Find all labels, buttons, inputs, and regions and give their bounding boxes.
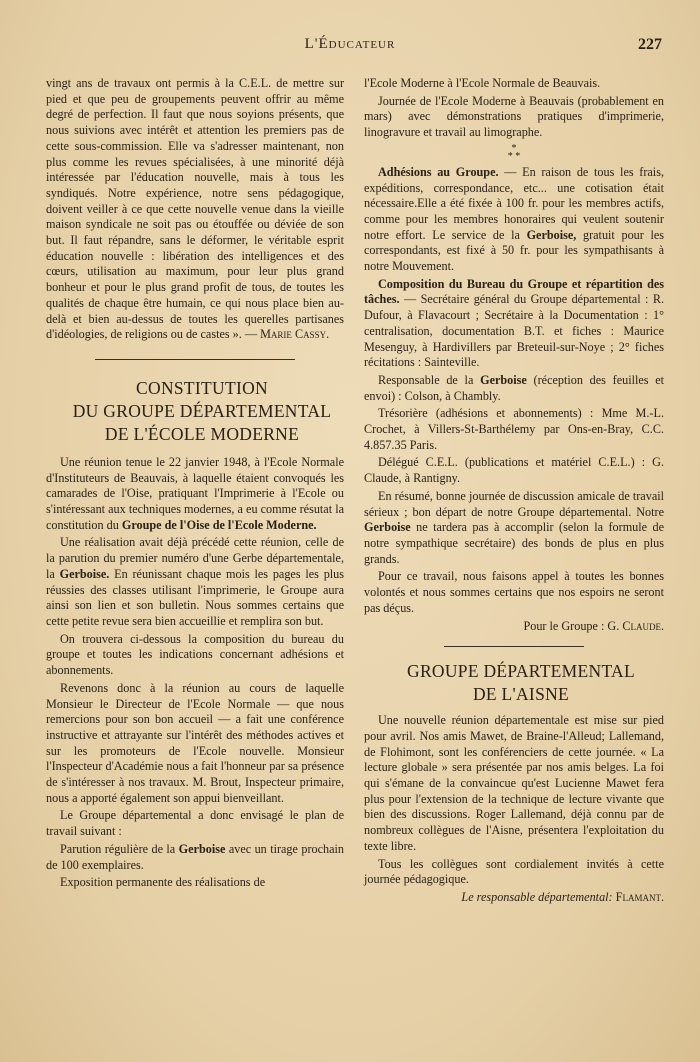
heading-line-3: DE L'ÉCOLE MODERNE [104, 423, 300, 444]
heading-line-1: GROUPE DÉPARTEMENTAL [407, 661, 635, 682]
paragraph-aisne-reunion: Une nouvelle réunion départementale est mise sur pied pour avril. Nos amis Mawet, de Braine-l'Alleud; Lallemand, de Flohimont, sont les conférenciers de cette journée. « La lecture globale » sera présentée par nos amis belges. La foi qui s'émane de la convaincue qu'est Lucienne Mawet fera plus pour l'extension de la technique de lecture vivante que bien des discussions. Roger Lallemand, déjà connu par de nombreux collègues de l'Aisne, présentera l'exploitation du texte libre. [364, 713, 664, 853]
reunion-text: Une réunion tenue le 22 janvier 1948, à l'Ecole Normale d'Instituteurs de Beauvais, à laquelle étaient convoqués les camarades de l'Oise, pratiquant l'Imprimerie à l'Ecole ou s'intéressant aux techniques modernes, a eu comme résutat la constitution du [46, 454, 344, 532]
gerboise-name: Gerboise [480, 372, 527, 387]
intro-signature: Marie Cassy. [260, 327, 330, 342]
adhesions-heading: Adhésions au Groupe. [378, 164, 499, 179]
paragraph-tresoriere: Trésorière (adhésions et abonnements) : Mme M.-L. Crochet, à Villers-St-Barthélemy par Ons-en-Bray, C.C. 4.857.35 Paris. [364, 406, 664, 452]
resume-text-b: ne tardera pas à accomplir (selon la formule de notre sympathique secrétaire) des bonds de plus en plus grands. [364, 520, 665, 566]
gerboise-name: Gerboise. [59, 566, 110, 581]
running-head [0, 36, 700, 56]
paragraph-journee: Journée de l'Ecole Moderne à Beauvais (probablement en mars) avec démonstrations pratiques d'imprimerie, linogravure et travail au limographe. [364, 93, 664, 140]
adhesions-text-b: gratuit pour les correspondants, est fixé à 50 fr. pour les sympathisants à notre Mouvement. [364, 227, 665, 274]
intro-text: vingt ans de travaux ont permis à la C.E.L. de mettre sur pied et que peu de groupements peuvent offrir au même degré de perfection. Il faut que nous soyions présents, que nous suivions avec intérêt et attention les premiers pas de cette sous-commission. Elle va s'adresser maintenant, non plus comme les revues spécialisées, à une minorité déjà intéressée par l'éducation nouvelle, mais à tous les syndiqués. Notre expérience, notre sens pédagogique, doivent veiller à ce que cette nouvelle venue dans la vieille maison syndicale ne soit pas ou étouffée ou déviée de son but. Il faut répandre, sans le déformer, le véritable esprit éducation nouvelle : libération des intelligences et des cœurs, utilisation au maximum, pour leur plus grand bonheur et pour le plus grand profit de tous, de toutes les qualités de chaque être humain, ce qui nous place bien au-delà et bien au-dessus de toutes les querelles partisanes d'idéologies, de religions ou de castes ». — [46, 76, 344, 342]
bureau-text: — Secrétaire général du Groupe départemental : R. Dufour, à Flavacourt ; Secrétaire à la Documentation : 1° centralisation, documentation B.T. et fiches : Maurice Mesenguy, à Hardivillers par Breteuil-sur-Noye ; 2° fiches récitations : Sainteville. [364, 292, 664, 370]
gerboise-name: Gerboise [364, 520, 411, 535]
paragraph-appel: Pour ce travail, nous faisons appel à toutes les bonnes volontés et nous sommes certains que nos espoirs ne seront pas déçus. [364, 569, 664, 615]
bureau-heading: Composition du Bureau du Groupe et répartition des tâches. [364, 276, 664, 307]
left-column [46, 76, 344, 891]
page-number: 227 [638, 36, 662, 53]
paragraph-bureau [364, 277, 664, 371]
signature-flamant [364, 890, 664, 906]
paragraph-plan: Le Groupe départemental a donc envisagé le plan de travail suivant : [46, 808, 344, 839]
realisation-text-a: Une réalisation avait déjà précédé cette réunion, celle de la parution du premier numéro d'une Gerbe départementale, la [46, 535, 344, 581]
signature-claude [364, 619, 664, 635]
parution-text-b: avec un tirage prochain de 100 exemplaires. [46, 841, 345, 872]
realisation-text-b: En réunissant chaque mois les pages les plus réussies des classes utilisant l'imprimerie, le Groupe aura ainsi son lien et son bulletin. Nous sommes certains que cette petite revue sera bien accueillie et remplira son but. [46, 566, 345, 628]
paragraph-exposition: Exposition permanente des réalisations de [60, 875, 266, 890]
paragraph-delegue: Délégué C.E.L. (publications et matériel C.E.L.) : G. Claude, à Rantigny. [364, 455, 664, 486]
paragraph-adhesions [364, 165, 664, 275]
paragraph-responsable [364, 373, 664, 404]
paragraph-composition: On trouvera ci-dessous la composition du bureau du groupe et toutes les indications concernant adhésions et abonnements. [46, 631, 344, 678]
section-rule [444, 646, 584, 647]
section-rule [95, 359, 295, 360]
signature-label: Pour le Groupe : [523, 618, 605, 633]
gerboise-name: Gerboise [178, 841, 226, 856]
paragraph-ecole-moderne: l'Ecole Moderne à l'Ecole Normale de Beauvais. [364, 76, 601, 90]
section-heading-aisne [364, 661, 664, 705]
adhesions-text-a: — En raison de tous les frais, expéditions, correspondance, etc... une cotisation était nécessaire.Elle a été fixée à 100 fr. pour les membres actifs, comme pour les membres honoraires qui veulent soutenir notre effort. Le service de la [364, 164, 664, 242]
journal-title: L'Éducateur [304, 36, 396, 52]
asterism: * * * [507, 142, 521, 162]
signature-name: G. Claude. [607, 618, 664, 633]
heading-line-2: DU GROUPE DÉPARTEMENTAL [72, 400, 332, 421]
heading-line-2: DE L'AISNE [472, 684, 570, 705]
right-column [364, 76, 664, 906]
paragraph-resume [364, 489, 664, 568]
responsable-text-a: Responsable de la [378, 372, 474, 387]
gerboise-name: Gerboise, [526, 227, 577, 242]
paragraph-revenons: Revenons donc à la réunion au cours de laquelle Monsieur le Directeur de l'Ecole Normale — que nous remercions pour son bon accueil — a fait une conférence instructive et attrayante sur l'intérêt des méthodes actives et sur les promoteurs de l'Ecole nouvelle. Monsieur l'Inspecteur d'Académie nous a fait l'honneur par sa présence de s'intéresser à nos travaux. M. Brout, Inspecteur primaire, nous a apporté également son appui bienveillant. [46, 680, 344, 805]
paragraph-parution [46, 842, 344, 873]
heading-line-1: CONSTITUTION [136, 377, 268, 398]
group-name: Groupe de l'Oise de l'Ecole Moderne. [121, 517, 317, 532]
paragraph-realisation [46, 535, 344, 629]
signature-label: Le responsable départemental: [461, 889, 613, 904]
resume-text-a: En résumé, bonne journée de discussion amicale de travail sérieux ; bon départ de notre Groupe départemental. Notre [364, 488, 664, 519]
paragraph-aisne-invites: Tous les collègues sont cordialement invités à cette journée pédagogique. [364, 856, 664, 887]
parution-text-a: Parution régulière de la [60, 841, 176, 856]
signature-name: Flamant. [615, 889, 664, 904]
intro-paragraph [46, 76, 344, 343]
section-heading-constitution [46, 378, 344, 445]
paragraph-reunion [46, 455, 344, 534]
responsable-text-b: (réception des feuilles et envoi) : Colson, à Chambly. [364, 372, 665, 403]
